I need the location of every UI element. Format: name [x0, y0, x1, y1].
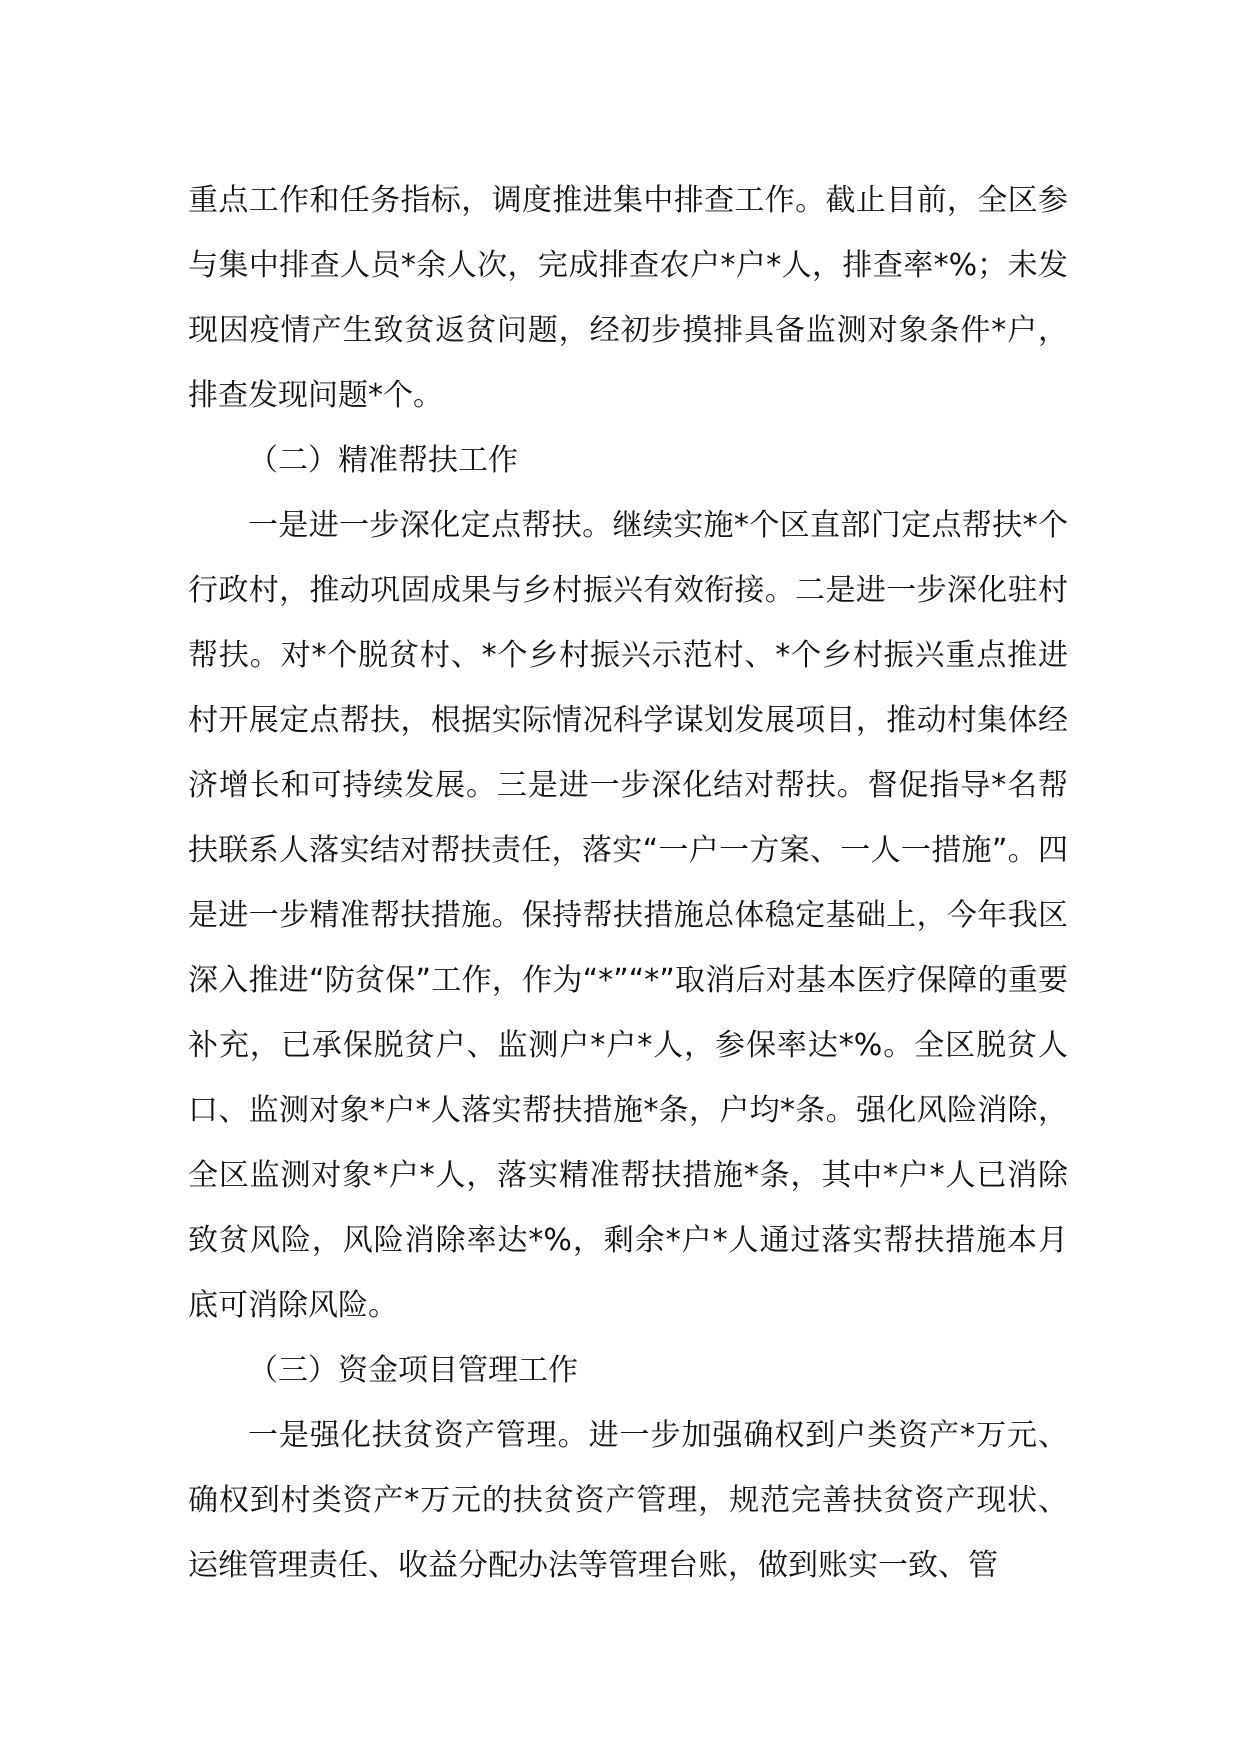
document-page — [188, 168, 1068, 1598]
section-heading-fund-project-management: （三）资金项目管理工作 — [248, 1353, 578, 1388]
section-heading-precise-assistance: （二）精准帮扶工作 — [248, 443, 518, 478]
paragraph-fund-project-management: 一是强化扶贫资产管理。进一步加强确权到户类资产*万元、确权到村类资产*万元的扶贫资产管理，规范完善扶贫资产现状、运维管理责任、收益分配办法等管理台账，做到账实一致、管 — [188, 1418, 1068, 1583]
paragraph-screening-summary: 重点工作和任务指标，调度推进集中排查工作。截止目前，全区参与集中排查人员*余人次，完成排查农户*户*人，排查率*%；未发现因疫情产生致贫返贫问题，经初步摸排具备监测对象条件*户，排查发现问题*个。 — [188, 183, 1068, 413]
paragraph-precise-assistance: 一是进一步深化定点帮扶。继续实施*个区直部门定点帮扶*个行政村，推动巩固成果与乡村振兴有效衔接。二是进一步深化驻村帮扶。对*个脱贫村、*个乡村振兴示范村、*个乡村振兴重点推进村开展定点帮扶，根据实际情况科学谋划发展项目，推动村集体经济增长和可持续发展。三是进一步深化结对帮扶。督促指导*名帮扶联系人落实结对帮扶责任，落实“一户一方案、一人一措施”。四是进一步精准帮扶措施。保持帮扶措施总体稳定基础上，今年我区深入推进“防贫保”工作，作为“*”“*”取消后对基本医疗保障的重要补充，已承保脱贫户、监测户*户*人，参保率达*%。全区脱贫人口、监测对象*户*人落实帮扶措施*条，户均*条。强化风险消除，全区监测对象*户*人，落实精准帮扶措施*条，其中*户*人已消除致贫风险，风险消除率达*%，剩余*户*人通过落实帮扶措施本月底可消除风险。 — [188, 508, 1068, 1323]
